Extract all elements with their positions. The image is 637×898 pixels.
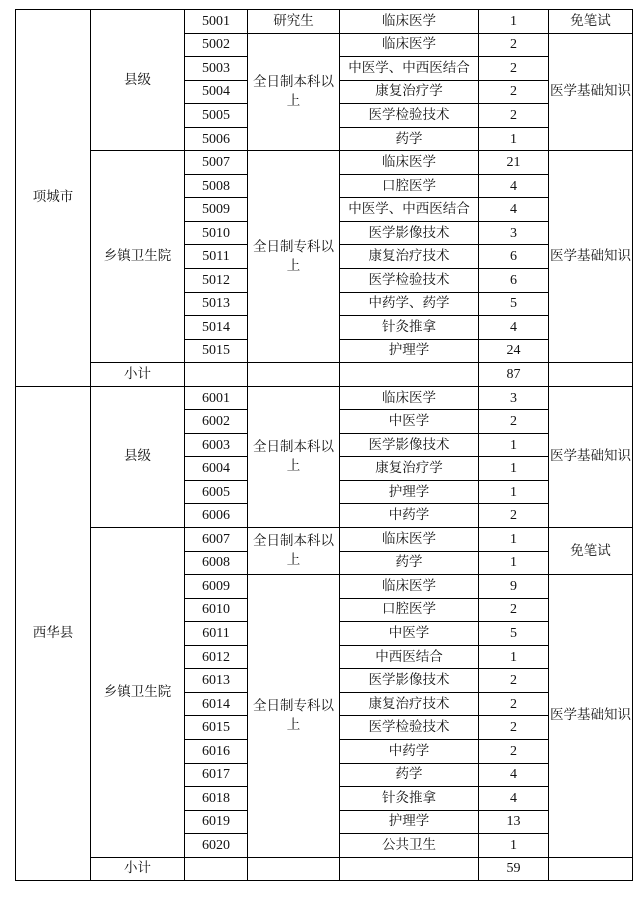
- code-cell: 6001: [185, 386, 248, 410]
- count-cell: 4: [479, 198, 549, 222]
- major-cell: 医学检验技术: [340, 269, 479, 293]
- subtotal-label: 小计: [91, 857, 185, 881]
- major-cell: 中医学、中西医结合: [340, 57, 479, 81]
- major-cell: 中药学、药学: [340, 292, 479, 316]
- edu-cell: 全日制专科以上: [248, 151, 340, 363]
- empty-cell: [340, 857, 479, 881]
- subtotal-value: 59: [479, 857, 549, 881]
- exam-cell: 医学基础知识: [549, 151, 633, 363]
- code-cell: 6016: [185, 739, 248, 763]
- exam-cell: 医学基础知识: [549, 575, 633, 858]
- code-cell: 6005: [185, 480, 248, 504]
- major-cell: 医学检验技术: [340, 104, 479, 128]
- major-cell: 护理学: [340, 480, 479, 504]
- level-cell: 县级: [91, 10, 185, 151]
- code-cell: 5009: [185, 198, 248, 222]
- major-cell: 药学: [340, 551, 479, 575]
- code-cell: 6010: [185, 598, 248, 622]
- code-cell: 6015: [185, 716, 248, 740]
- count-cell: 5: [479, 292, 549, 316]
- count-cell: 1: [479, 645, 549, 669]
- count-cell: 1: [479, 127, 549, 151]
- count-cell: 13: [479, 810, 549, 834]
- code-cell: 6020: [185, 834, 248, 858]
- empty-cell: [549, 857, 633, 881]
- major-cell: 中西医结合: [340, 645, 479, 669]
- major-cell: 临床医学: [340, 575, 479, 599]
- table-row: [16, 151, 633, 175]
- code-cell: 6017: [185, 763, 248, 787]
- major-cell: 公共卫生: [340, 834, 479, 858]
- code-cell: 6002: [185, 410, 248, 434]
- major-cell: 康复治疗技术: [340, 245, 479, 269]
- count-cell: 2: [479, 57, 549, 81]
- code-cell: 6006: [185, 504, 248, 528]
- major-cell: 中药学: [340, 504, 479, 528]
- count-cell: 2: [479, 33, 549, 57]
- table-row: [16, 386, 633, 410]
- code-cell: 6007: [185, 528, 248, 552]
- code-cell: 6018: [185, 787, 248, 811]
- major-cell: 口腔医学: [340, 598, 479, 622]
- code-cell: 5002: [185, 33, 248, 57]
- count-cell: 2: [479, 739, 549, 763]
- edu-cell: 全日制本科以上: [248, 386, 340, 527]
- count-cell: 9: [479, 575, 549, 599]
- count-cell: 1: [479, 528, 549, 552]
- count-cell: 1: [479, 480, 549, 504]
- major-cell: 中药学: [340, 739, 479, 763]
- exam-cell: 医学基础知识: [549, 386, 633, 527]
- count-cell: 1: [479, 834, 549, 858]
- major-cell: 护理学: [340, 339, 479, 363]
- count-cell: 5: [479, 622, 549, 646]
- major-cell: 口腔医学: [340, 174, 479, 198]
- count-cell: 1: [479, 551, 549, 575]
- count-cell: 6: [479, 269, 549, 293]
- region-cell: 西华县: [16, 386, 91, 880]
- code-cell: 6014: [185, 692, 248, 716]
- region-cell: 项城市: [16, 10, 91, 387]
- level-cell: 县级: [91, 386, 185, 527]
- count-cell: 2: [479, 669, 549, 693]
- code-cell: 6019: [185, 810, 248, 834]
- major-cell: 中医学、中西医结合: [340, 198, 479, 222]
- count-cell: 6: [479, 245, 549, 269]
- count-cell: 4: [479, 763, 549, 787]
- major-cell: 护理学: [340, 810, 479, 834]
- code-cell: 5012: [185, 269, 248, 293]
- code-cell: 5004: [185, 80, 248, 104]
- count-cell: 1: [479, 457, 549, 481]
- count-cell: 1: [479, 10, 549, 34]
- code-cell: 5008: [185, 174, 248, 198]
- major-cell: 临床医学: [340, 386, 479, 410]
- subtotal-row: [16, 363, 633, 387]
- empty-cell: [185, 857, 248, 881]
- major-cell: 针灸推拿: [340, 316, 479, 340]
- major-cell: 药学: [340, 763, 479, 787]
- empty-cell: [185, 363, 248, 387]
- major-cell: 临床医学: [340, 33, 479, 57]
- major-cell: 针灸推拿: [340, 787, 479, 811]
- code-cell: 5010: [185, 221, 248, 245]
- major-cell: 医学影像技术: [340, 433, 479, 457]
- subtotal-row: [16, 857, 633, 881]
- count-cell: 3: [479, 221, 549, 245]
- major-cell: 临床医学: [340, 151, 479, 175]
- exam-cell: 免笔试: [549, 10, 633, 34]
- empty-cell: [248, 363, 340, 387]
- major-cell: 药学: [340, 127, 479, 151]
- count-cell: 4: [479, 787, 549, 811]
- code-cell: 5007: [185, 151, 248, 175]
- major-cell: 临床医学: [340, 528, 479, 552]
- code-cell: 6003: [185, 433, 248, 457]
- level-cell: 乡镇卫生院: [91, 528, 185, 858]
- count-cell: 2: [479, 692, 549, 716]
- major-cell: 康复治疗学: [340, 457, 479, 481]
- code-cell: 6011: [185, 622, 248, 646]
- count-cell: 24: [479, 339, 549, 363]
- table-row: [16, 528, 633, 552]
- count-cell: 2: [479, 716, 549, 740]
- code-cell: 5015: [185, 339, 248, 363]
- code-cell: 6009: [185, 575, 248, 599]
- code-cell: 6008: [185, 551, 248, 575]
- major-cell: 医学影像技术: [340, 669, 479, 693]
- count-cell: 1: [479, 433, 549, 457]
- major-cell: 康复治疗技术: [340, 692, 479, 716]
- major-cell: 临床医学: [340, 10, 479, 34]
- count-cell: 2: [479, 410, 549, 434]
- count-cell: 3: [479, 386, 549, 410]
- major-cell: 医学影像技术: [340, 221, 479, 245]
- edu-cell: 全日制专科以上: [248, 575, 340, 858]
- edu-cell: 全日制本科以上: [248, 33, 340, 151]
- level-cell: 乡镇卫生院: [91, 151, 185, 363]
- table-row: [16, 10, 633, 34]
- code-cell: 5013: [185, 292, 248, 316]
- code-cell: 5003: [185, 57, 248, 81]
- code-cell: 5006: [185, 127, 248, 151]
- count-cell: 21: [479, 151, 549, 175]
- major-cell: 医学检验技术: [340, 716, 479, 740]
- subtotal-value: 87: [479, 363, 549, 387]
- edu-cell: 全日制本科以上: [248, 528, 340, 575]
- empty-cell: [549, 363, 633, 387]
- count-cell: 2: [479, 598, 549, 622]
- subtotal-label: 小计: [91, 363, 185, 387]
- major-cell: 康复治疗学: [340, 80, 479, 104]
- count-cell: 2: [479, 80, 549, 104]
- count-cell: 4: [479, 316, 549, 340]
- code-cell: 5011: [185, 245, 248, 269]
- exam-cell: 免笔试: [549, 528, 633, 575]
- count-cell: 2: [479, 504, 549, 528]
- major-cell: 中医学: [340, 622, 479, 646]
- edu-cell: 研究生: [248, 10, 340, 34]
- major-cell: 中医学: [340, 410, 479, 434]
- count-cell: 2: [479, 104, 549, 128]
- count-cell: 4: [479, 174, 549, 198]
- code-cell: 5001: [185, 10, 248, 34]
- code-cell: 5005: [185, 104, 248, 128]
- document-page: [15, 9, 633, 881]
- code-cell: 6013: [185, 669, 248, 693]
- code-cell: 5014: [185, 316, 248, 340]
- code-cell: 6004: [185, 457, 248, 481]
- code-cell: 6012: [185, 645, 248, 669]
- recruitment-table: [15, 9, 633, 881]
- empty-cell: [248, 857, 340, 881]
- exam-cell: 医学基础知识: [549, 33, 633, 151]
- empty-cell: [340, 363, 479, 387]
